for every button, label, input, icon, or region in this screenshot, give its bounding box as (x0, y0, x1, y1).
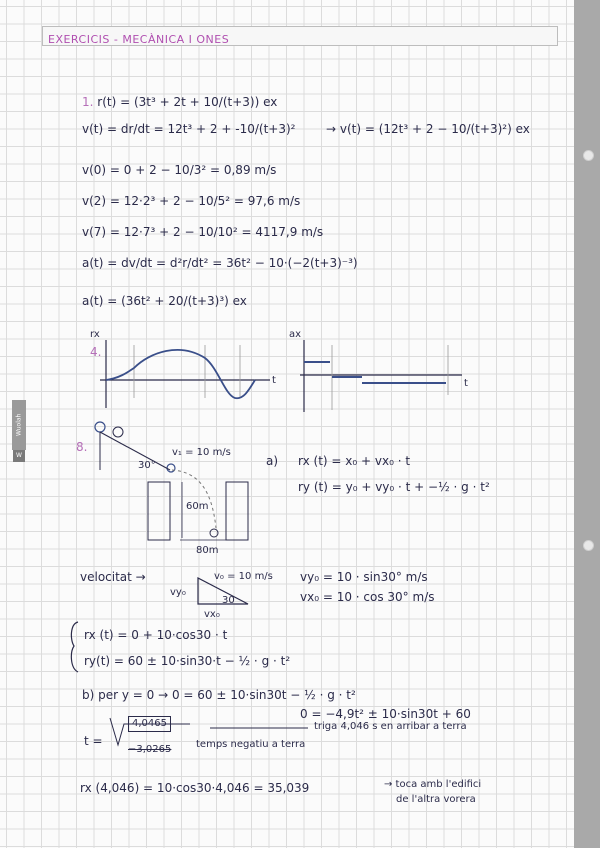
left-graph-x-label: t (272, 375, 276, 386)
left-graph-y-label: rx (90, 329, 100, 340)
final-note-line-2: de l'altra vorera (396, 794, 476, 805)
rx-general-equation: rx (t) = x₀ + vx₀ · t (298, 454, 411, 468)
triangle-vy-label: vy₀ (170, 587, 186, 598)
part-a-label: a) (266, 454, 279, 468)
t-positive-root: 4,0465 (128, 716, 171, 732)
velocity-at-0: v(0) = 0 + 2 − 10/3² = 0,89 m/s (82, 163, 277, 177)
distance-label: 80m (196, 545, 219, 556)
triangle-angle-label: 30 (222, 595, 235, 606)
t-negative-root: −3,0265 (128, 744, 172, 755)
t-label: t = (84, 734, 103, 748)
acceleration-final: a(t) = (36t² + 20/(t+3)³) ex (82, 294, 247, 308)
building-left (148, 482, 170, 540)
brand-logo-text: Wuolah (15, 413, 23, 437)
height-label: 60m (186, 501, 209, 512)
launch-angle-label: 30° (138, 460, 156, 471)
launch-direction (100, 432, 170, 470)
landing-ball (210, 529, 218, 537)
brand-logo-mark: W (13, 450, 25, 462)
velocity-at-2: v(2) = 12·2³ + 2 − 10/5² = 97,6 m/s (82, 194, 301, 208)
exercise-8-number: 8. (76, 440, 88, 454)
right-graph-y-label: ax (289, 329, 302, 340)
velocity-derivative: v(t) = dr/dt = 12t³ + 2 + -10/(t+3)² (82, 122, 296, 136)
negative-time-note: temps negatiu a terra (196, 739, 306, 750)
binder-strip (574, 0, 600, 848)
projectile-ball (113, 427, 123, 437)
punch-hole (583, 150, 594, 161)
trajectory (172, 470, 216, 528)
time-to-ground-note: triga 4,046 s en arribar a terra (314, 721, 467, 732)
system-ry-equation: ry(t) = 60 ± 10·sin30·t − ½ · g · t² (84, 654, 291, 668)
projectile-mid-marker (167, 464, 175, 472)
vy0-equation: vy₀ = 10 · sin30° m/s (300, 570, 428, 584)
system-rx-equation: rx (t) = 0 + 10·cos30 · t (84, 628, 228, 642)
final-note-line-1: → toca amb l'edifici (384, 779, 482, 790)
position-equation: r(t) = (3t³ + 2t + 10/(t+3)) ex (97, 95, 278, 109)
velocity-label: velocitat → (80, 570, 146, 584)
acceleration-derivative: a(t) = dv/dt = d²r/dt² = 36t² − 10·(−2(t+3)⁻³) (82, 256, 358, 270)
velocity-at-7: v(7) = 12·7³ + 2 − 10/10² = 4117,9 m/s (82, 225, 324, 239)
projectile-start-marker (95, 422, 105, 432)
part-b-quadratic: 0 = −4,9t² ± 10·sin30t + 60 (300, 707, 471, 721)
part-b-equation: b) per y = 0 → 0 = 60 ± 10·sin30t − ½ · g · t² (82, 688, 356, 702)
rx-final-equation: rx (4,046) = 10·cos30·4,046 = 35,039 (80, 781, 310, 795)
exercise-1-number: 1. (82, 95, 94, 109)
graph-left-number: 4. (90, 345, 102, 359)
right-graph-x-label: t (464, 378, 468, 389)
triangle-v0-label: v₀ = 10 m/s (214, 571, 273, 582)
triangle-vx-label: vx₀ (204, 609, 220, 620)
system-brace (71, 622, 78, 672)
punch-hole (583, 540, 594, 551)
left-graph-curve (106, 350, 255, 398)
ry-general-equation: ry (t) = y₀ + vy₀ · t + −½ · g · t² (298, 480, 490, 494)
launch-velocity-label: v₁ = 10 m/s (172, 447, 231, 458)
building-right (226, 482, 248, 540)
vx0-equation: vx₀ = 10 · cos 30° m/s (300, 590, 435, 604)
velocity-result: → v(t) = (12t³ + 2 − 10/(t+3)²) ex (326, 122, 530, 136)
page-title: EXERCICIS - MECÀNICA I ONES (48, 33, 230, 46)
